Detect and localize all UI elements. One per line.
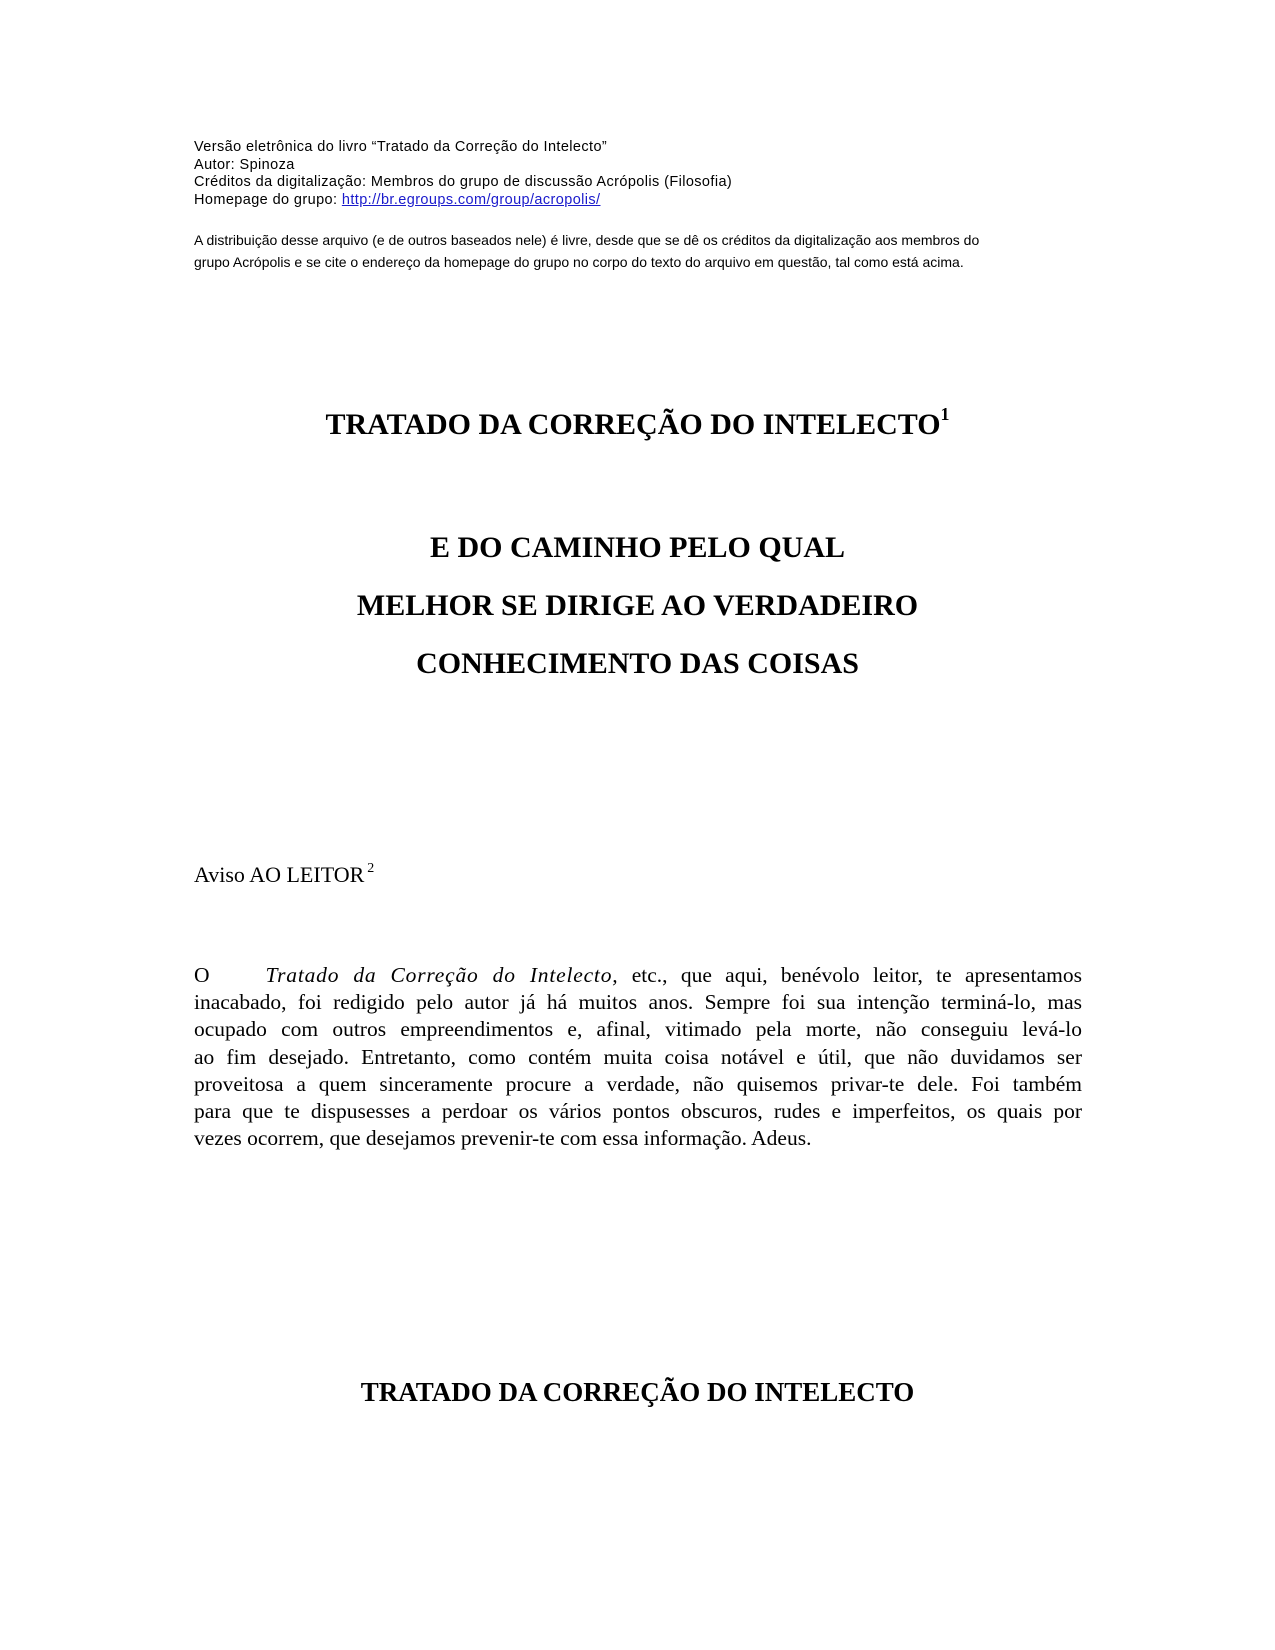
homepage-label: Homepage do grupo: <box>194 191 342 208</box>
aviso-heading <box>194 862 374 888</box>
header-credits-line: Créditos da digitalização: Membros do grupo de discussão Acrópolis (Filosofia) <box>194 174 733 190</box>
subtitle-line-1: E DO CAMINHO PELO QUAL <box>429 531 846 564</box>
homepage-link[interactable]: http://br.egroups.com/group/acropolis/ <box>341 191 601 208</box>
paragraph-line-2: inacabado, foi redigido pelo autor já há muitos anos. Sempre foi sua intenção terminá-lo, mas <box>194 990 1082 1015</box>
aviso-paragraph <box>194 962 1082 1152</box>
footnote-ref-1[interactable]: 1 <box>940 404 950 424</box>
paragraph-line-7: vezes ocorrem, que desejamos prevenir-te com essa informação. Adeus. <box>194 1126 812 1151</box>
main-title <box>0 404 1275 442</box>
paragraph-line-3: ocupado com outros empreendimentos e, afinal, vitimado pela morte, não conseguiu levá-lo <box>194 1017 1082 1042</box>
footnote-ref-2[interactable]: 2 <box>367 861 375 876</box>
header-homepage-line <box>194 192 732 210</box>
subtitle-line-2: MELHOR SE DIRIGE AO VERDADEIRO <box>356 589 919 622</box>
paragraph-line-1-rest: etc., que aqui, benévolo leitor, te apresentamos <box>618 963 1082 987</box>
book-title-italic: Tratado da Correção do Intelecto, <box>265 963 619 987</box>
document-header <box>194 139 732 209</box>
section-title: TRATADO DA CORREÇÃO DO INTELECTO <box>360 1377 915 1407</box>
paragraph-line-5: proveitosa a quem sinceramente procure a verdade, não quisemos privar-te dele. Foi também <box>194 1071 1082 1096</box>
paragraph-line-6: para que te dispusesses a perdoar os vários pontos obscuros, rudes e imperfeitos, os quais por <box>194 1099 1082 1124</box>
main-title-text: TRATADO DA CORREÇÃO DO INTELECTO <box>325 408 941 441</box>
paragraph-line-4: ao fim desejado. Entretanto, como contém muita coisa notável e útil, que não duvidamos ser <box>194 1044 1082 1069</box>
header-author-line: Autor: Spinoza <box>194 156 295 173</box>
paragraph-line-1 <box>194 962 1082 989</box>
paragraph-initial: O <box>194 963 210 987</box>
header-version-line: Versão eletrônica do livro “Tratado da Correção do Intelecto” <box>194 139 608 155</box>
notice-line-2: grupo Acrópolis e se cite o endereço da homepage do grupo no corpo do texto do arquivo em questão, tal como está acima. <box>194 254 964 270</box>
notice-line-1: A distribuição desse arquivo (e de outros baseados nele) é livre, desde que se dê os créditos da digitalização aos membros do <box>194 232 980 248</box>
aviso-heading-text: Aviso AO LEITOR <box>194 862 365 887</box>
distribution-notice <box>194 229 1084 273</box>
subtitle-line-3: CONHECIMENTO DAS COISAS <box>416 647 859 680</box>
